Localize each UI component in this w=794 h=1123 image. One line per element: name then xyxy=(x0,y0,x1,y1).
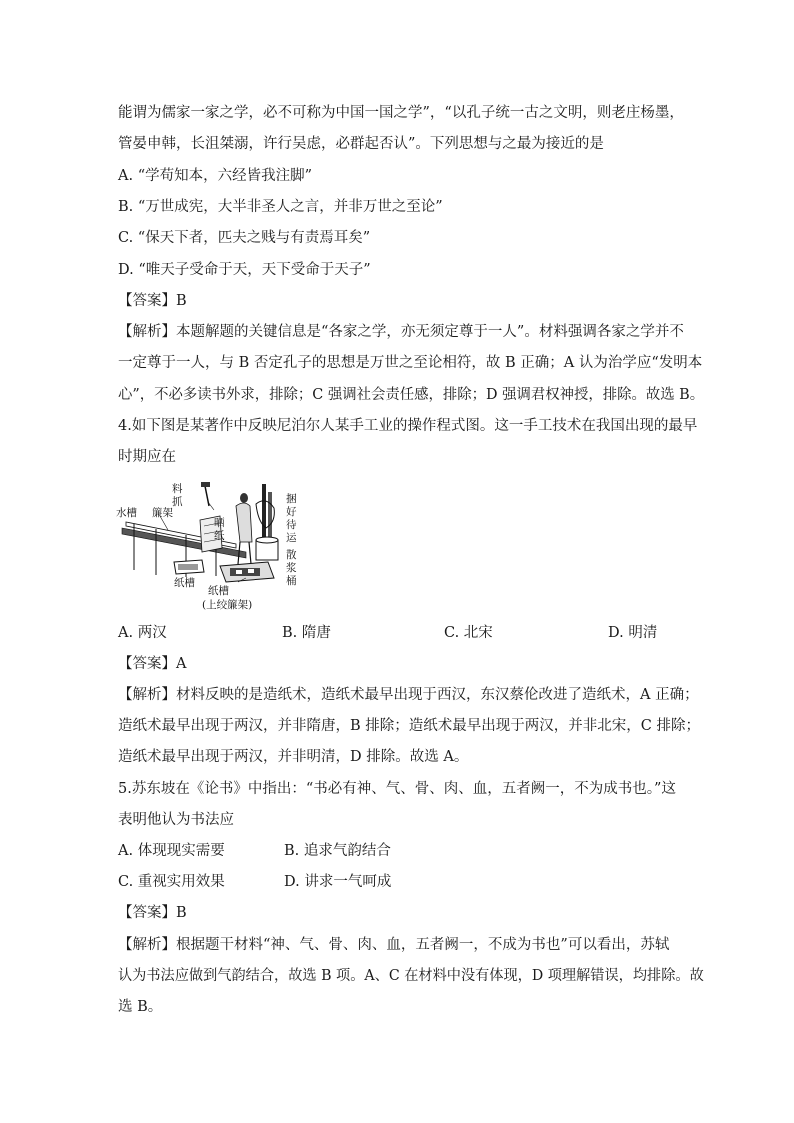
label-shangjiao: (上绞簾架) xyxy=(202,599,253,611)
q3-stem-line-1: 能谓为儒家一家之学，必不可称为中国一国之学”，“以孔子统一古之文明，则老庄杨墨， xyxy=(118,105,684,121)
q3-analysis-line-1: 【解析】本题解题的关键信息是“各家之学，亦无须定尊于一人”。材料强调各家之学并不 xyxy=(118,324,684,340)
q3-option-b: B. “万世成宪，大半非圣人之言，并非万世之至论” xyxy=(118,199,443,215)
q3-answer: 【答案】B xyxy=(118,293,187,309)
label-zhicao-right: 纸槽 xyxy=(208,585,229,597)
q5-analysis-line-3: 选 B。 xyxy=(118,999,163,1015)
q4-options xyxy=(118,623,678,643)
q5-stem-line-1: 5.苏东坡在《论书》中指出：“书必有神、气、骨、肉、血，五者阙一，不为成书也。”这 xyxy=(118,781,676,797)
q3-option-a: A. “学苟知本，六经皆我注脚” xyxy=(118,168,313,184)
q5-option-a: A. 体现现实需要 xyxy=(118,843,225,859)
label-kunhao-2: 好 xyxy=(286,506,297,518)
q5-option-c: C. 重视实用效果 xyxy=(118,874,225,890)
q3-analysis-line-2: 一定尊于一人，与 B 否定孔子的思想是万世之至论相符，故 B 正确；A 认为治学应“发明本 xyxy=(118,355,703,371)
label-kunhao-3: 待 xyxy=(286,519,297,531)
q3-option-c: C. “保天下者，匹夫之贱与有责焉耳矣” xyxy=(118,230,371,246)
q4-option-c: C. 北宋 xyxy=(444,625,493,641)
q4-answer: 【答案】A xyxy=(118,656,187,672)
q5-options-row-1 xyxy=(118,841,518,861)
q5-option-b: B. 追求气韵结合 xyxy=(284,843,391,859)
label-liaozhua: 料抓 xyxy=(172,483,183,508)
q5-options-row-2 xyxy=(118,872,518,892)
q3-option-d: D. “唯天子受命于天，天下受命于天子” xyxy=(118,262,371,278)
q5-analysis-line-1: 【解析】根据题干材料“神、气、骨、肉、血，五者阙一，不成为书也”可以看出，苏轼 xyxy=(118,937,670,953)
q4-option-d: D. 明清 xyxy=(608,625,658,641)
label-shaizhi-2: 纸 xyxy=(214,530,225,542)
q5-option-d: D. 讲求一气呵成 xyxy=(284,874,392,890)
q4-stem-line-2: 时期应在 xyxy=(118,449,176,465)
papermaking-figure xyxy=(116,478,306,616)
label-sanjiang-1: 散 xyxy=(286,549,297,561)
q4-analysis-line-3: 造纸术最早出现于两汉，并非明清，D 排除。故选 A。 xyxy=(118,749,469,765)
q5-stem-line-2: 表明他认为书法应 xyxy=(118,812,234,828)
q4-option-b: B. 隋唐 xyxy=(282,625,331,641)
q4-analysis-line-1: 【解析】材料反映的是造纸术，造纸术最早出现于西汉，东汉蔡伦改进了造纸术，A 正确； xyxy=(118,687,699,703)
q3-stem-line-2: 管晏申韩，长沮桀溺，许行吴虑，必群起否认”。下列思想与之最为接近的是 xyxy=(118,136,604,152)
q5-analysis-line-2: 认为书法应做到气韵结合，故选 B 项。A、C 在材料中没有体现，D 项理解错误，均排除。故 xyxy=(118,968,704,984)
label-kunhao-4: 运 xyxy=(286,532,297,544)
label-shaizhi-1: 晒 xyxy=(214,517,225,529)
label-shuicao: 水槽 xyxy=(116,507,137,519)
label-sanjiang-3: 桶 xyxy=(286,575,297,587)
q3-analysis-line-3: 心”，不必多读书外求，排除；C 强调社会责任感，排除；D 强调君权神授，排除。故选 B。 xyxy=(118,387,705,403)
q4-stem-line-1: 4.如下图是某著作中反映尼泊尔人某手工业的操作程式图。这一手工技术在我国出现的最早 xyxy=(118,418,698,434)
q4-option-a: A. 两汉 xyxy=(118,625,167,641)
label-lianjia: 簾架 xyxy=(152,507,173,519)
label-kunhao-1: 捆 xyxy=(286,493,297,505)
label-sanjiang-2: 浆 xyxy=(286,562,297,574)
label-zhicao-left: 纸槽 xyxy=(174,577,195,589)
q4-analysis-line-2: 造纸术最早出现于两汉，并非隋唐，B 排除；造纸术最早出现于两汉，并非北宋，C 排除； xyxy=(118,718,700,734)
q5-answer: 【答案】B xyxy=(118,905,187,921)
